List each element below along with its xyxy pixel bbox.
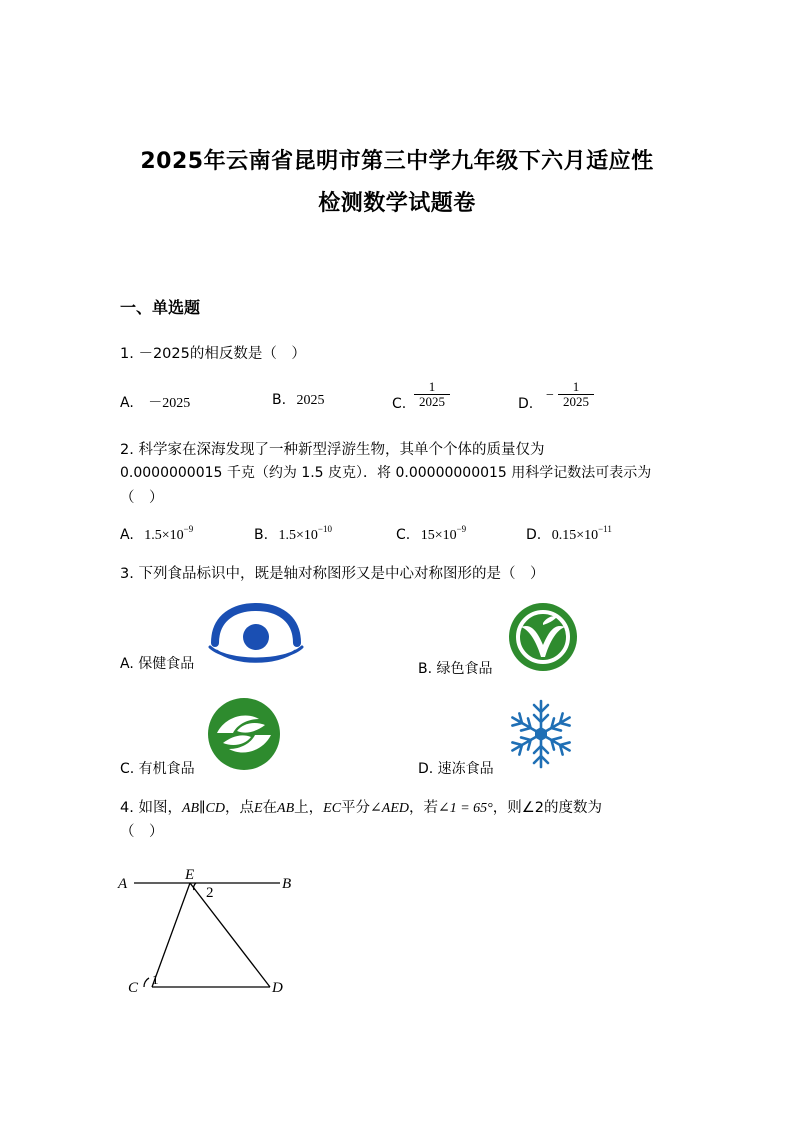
option-value: $15\times 10^{-9}$ (420, 524, 467, 543)
q1-option-d-fraction (558, 380, 594, 409)
q1-option-d-sign: − (546, 388, 554, 403)
option-label: D. (526, 527, 542, 543)
question-2-stem-line-3: （ ） (120, 490, 164, 506)
label-angle-2: 2 (206, 885, 214, 901)
label-c: C (128, 980, 139, 996)
denominator: 2025 (558, 394, 594, 409)
q1-option-d-label: D. (518, 396, 534, 412)
label-a: A (118, 876, 128, 892)
q2-option-a (120, 524, 193, 544)
question-1-stem: 1. －2025的相反数是（ ） (120, 346, 306, 362)
question-3-stem: 3. 下列食品标识中，既是轴对称图形又是中心对称图形的是（ ） (120, 566, 545, 582)
option-value: －2025 (148, 396, 191, 411)
organic-food-logo-icon (207, 697, 281, 771)
q3-option-a-label: A. 保健食品 (120, 656, 195, 672)
option-value: $1.5\times 10^{-9}$ (144, 524, 194, 543)
question-2-stem-line-1: 2. 科学家在深海发现了一种新型浮游生物，其单个个体的质量仅为 (120, 442, 545, 458)
numerator: 1 (572, 379, 580, 394)
option-value: 2025 (296, 393, 325, 408)
page-title-line-2: 检测数学试题卷 (318, 191, 476, 216)
section-heading: 一、单选题 (120, 298, 201, 317)
label-angle-1: 1 (152, 972, 159, 987)
label-d: D (272, 980, 283, 996)
q2-option-b (254, 524, 332, 544)
option-label: B. (272, 392, 287, 408)
option-value: $1.5\times 10^{-10}$ (278, 524, 332, 543)
q1-option-c-label: C. (392, 396, 407, 412)
denominator: 2025 (414, 394, 450, 409)
page-title: 2025年云南省昆明市第三中学九年级下六月适应性 (140, 149, 654, 174)
q1-option-c-fraction (414, 380, 450, 409)
numerator: 1 (428, 379, 436, 394)
label-b: B (282, 876, 292, 892)
segment-ed (190, 883, 270, 987)
option-label: B. (254, 527, 269, 543)
option-label: A. (120, 527, 134, 543)
snowflake-icon (505, 698, 577, 770)
geometry-figure (110, 860, 310, 1000)
green-food-logo-icon (507, 601, 579, 673)
q3-option-b-label: B. 绿色食品 (418, 661, 493, 677)
q1-option-a (120, 392, 190, 412)
question-4-stem-line-1: 4. 如图，AB∥CD，点E在AB上，EC平分∠AED，若∠1 = 65°，则∠2的度数为 (120, 800, 603, 816)
question-4-stem-line-2: （ ） (120, 824, 164, 840)
health-food-logo-icon (207, 603, 305, 667)
question-2-stem-line-2: 0.0000000015 千克（约为 1.5 皮克）．将 0.00000000015 用科学记数法可表示为 (120, 465, 652, 481)
option-label: A. (120, 395, 134, 411)
q2-option-c (396, 524, 466, 544)
q1-option-b (272, 392, 325, 409)
label-e: E (185, 867, 195, 883)
option-label: C. (396, 527, 411, 543)
q3-option-c-label: C. 有机食品 (120, 761, 195, 777)
option-value: $0.15\times 10^{-11}$ (551, 524, 612, 543)
q3-option-d-label: D. 速冻食品 (418, 761, 494, 777)
angle-1-arc (144, 978, 149, 987)
q2-option-d (526, 524, 612, 544)
